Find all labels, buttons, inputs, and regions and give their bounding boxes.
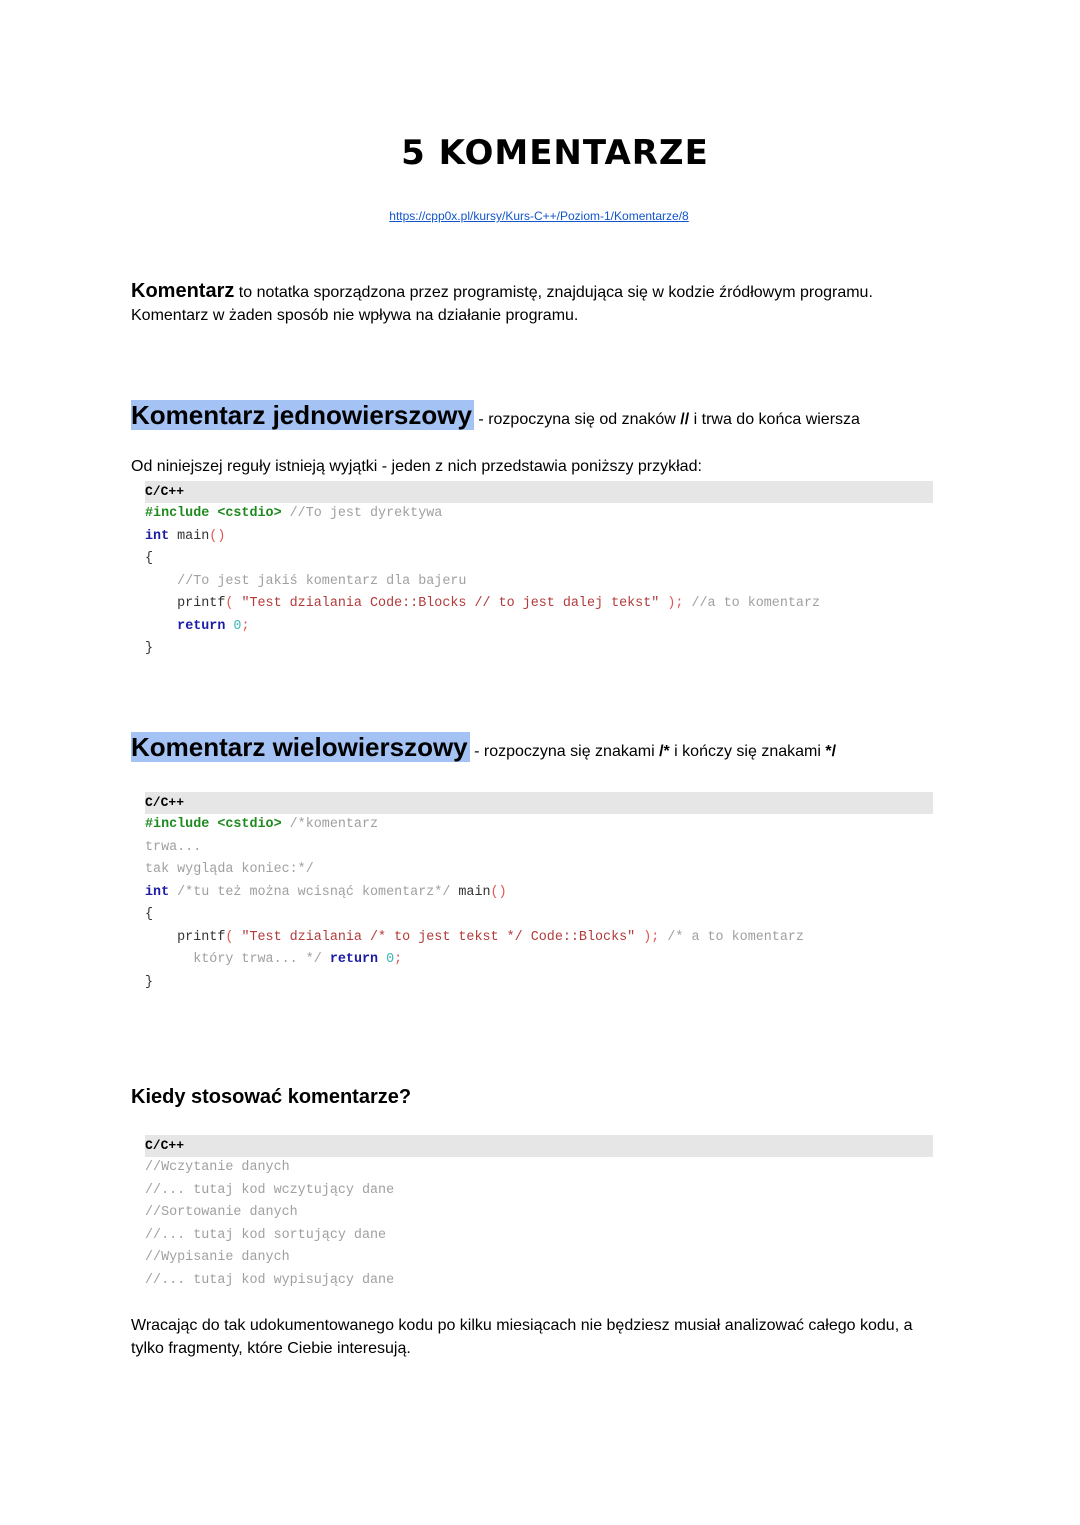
code-token-pn: ( bbox=[225, 929, 242, 945]
code-token-id bbox=[145, 574, 177, 589]
code-line bbox=[145, 1225, 933, 1248]
code-token-pp: #include <cstdio> bbox=[145, 817, 282, 832]
intro-text-2: Komentarz w żaden sposób nie wpływa na działanie programu. bbox=[131, 307, 579, 324]
code-line bbox=[145, 616, 933, 639]
code-token-cm: //... tutaj kod sortujący dane bbox=[145, 1227, 387, 1243]
code-token-pn: ; bbox=[241, 618, 250, 634]
code-token-id bbox=[145, 619, 177, 634]
code-token-pn: ; bbox=[394, 952, 403, 967]
section1-text: Od niniejszej reguły istnieją wyjątki - jeden z nich przedstawia poniższy przykład: bbox=[131, 458, 702, 475]
code-token-num: 0 bbox=[225, 618, 242, 634]
code-token-cm: który trwa... */ bbox=[145, 952, 322, 967]
intro-text: to notatka sporządzona przez programistę, znajdująca się w kodzie źródłowym programu. bbox=[234, 284, 873, 301]
code-token-cm: //a to komentarz bbox=[683, 596, 821, 611]
code-token-id: } bbox=[145, 641, 154, 656]
code-line bbox=[145, 972, 933, 995]
code-line bbox=[145, 904, 933, 927]
code-line bbox=[145, 548, 933, 571]
code-token-cm: //... tutaj kod wczytujący dane bbox=[145, 1182, 395, 1198]
code-token-cm: //Sortowanie danych bbox=[145, 1205, 298, 1220]
code-line bbox=[145, 837, 933, 860]
heading-highlight: Komentarz jednowierszowy bbox=[131, 400, 472, 430]
code-block bbox=[145, 792, 933, 994]
code-token-cm: //To jest dyrektywa bbox=[281, 506, 443, 521]
code-line bbox=[145, 526, 933, 549]
code-token-str: "Test dzialania Code::Blocks // to jest dalej tekst" bbox=[241, 596, 660, 611]
code-line bbox=[145, 882, 933, 905]
code-line bbox=[145, 503, 933, 526]
code-token-cm: /*komentarz bbox=[281, 817, 379, 832]
section3-text: Wracając do tak udokumentowanego kodu po kilku miesiącach nie będziesz musiał analizować całego kodu, a tylko fragmenty, które Ciebie interesują. bbox=[131, 1317, 913, 1357]
heading-highlight: Komentarz wielowierszowy bbox=[131, 732, 468, 762]
code-token-id: { bbox=[145, 551, 154, 566]
code-token-pp: #include <cstdio> bbox=[145, 506, 282, 521]
code-token-num: 0 bbox=[378, 952, 395, 967]
intro-term: Komentarz bbox=[131, 280, 235, 302]
source-link[interactable]: https://cpp0x.pl/kursy/Kurs-C++/Poziom-1/Komentarze/8 bbox=[389, 209, 689, 223]
code-token-pn: ); bbox=[635, 929, 660, 945]
code-line bbox=[145, 1247, 933, 1270]
code-token-id: main bbox=[169, 528, 210, 544]
code-line bbox=[145, 1202, 933, 1225]
code-line bbox=[145, 638, 933, 661]
code-token-cm: tak wygląda koniec:*/ bbox=[145, 862, 314, 877]
heading-desc: - rozpoczyna się znakami bbox=[469, 743, 660, 760]
section-heading-single-line bbox=[131, 400, 860, 431]
code-token-pn: () bbox=[209, 528, 226, 544]
page-title: 5 KOMENTARZE bbox=[401, 133, 709, 173]
heading-desc-symbol-2: */ bbox=[825, 743, 837, 760]
code-line bbox=[145, 927, 933, 950]
code-line bbox=[145, 859, 933, 882]
code-token-pn: ( bbox=[225, 596, 242, 611]
code-line bbox=[145, 814, 933, 837]
code-language-label: C/C++ bbox=[145, 1135, 933, 1157]
heading-desc: - rozpoczyna się od znaków bbox=[473, 411, 681, 428]
code-token-id: printf bbox=[145, 929, 226, 945]
code-token-kw: int bbox=[145, 528, 170, 544]
code-line bbox=[145, 1180, 933, 1203]
code-line bbox=[145, 593, 933, 616]
code-token-pn: ); bbox=[659, 596, 684, 611]
code-token-cm: //... tutaj kod wypisujący dane bbox=[145, 1272, 395, 1288]
code-token-kw: return bbox=[177, 618, 226, 634]
code-token-kw: int bbox=[145, 884, 170, 900]
code-block bbox=[145, 1135, 933, 1292]
intro-paragraph bbox=[131, 280, 951, 327]
code-token-kw: return bbox=[321, 952, 379, 967]
code-language-label: C/C++ bbox=[145, 481, 933, 503]
heading-desc-symbol: // bbox=[680, 411, 690, 428]
code-token-pn: () bbox=[490, 884, 507, 900]
heading-desc-mid: i kończy się znakami bbox=[669, 743, 826, 760]
code-token-cm: /* a to komentarz bbox=[659, 929, 804, 945]
code-token-str: "Test dzialania /* to jest tekst */ Code::Blocks" bbox=[241, 929, 636, 945]
code-language-label: C/C++ bbox=[145, 792, 933, 814]
section-heading-multi-line bbox=[131, 732, 836, 763]
code-line bbox=[145, 571, 933, 594]
code-token-cm: //Wypisanie danych bbox=[145, 1250, 290, 1265]
heading-desc-end: i trwa do końca wiersza bbox=[689, 411, 860, 428]
code-token-id: { bbox=[145, 907, 154, 922]
code-token-cm: trwa... bbox=[145, 839, 202, 855]
code-token-cm: /*tu też można wcisnąć komentarz*/ bbox=[169, 884, 451, 900]
heading-desc-symbol: /* bbox=[659, 743, 670, 760]
code-line bbox=[145, 1270, 933, 1293]
code-token-id: printf bbox=[145, 596, 226, 611]
code-block bbox=[145, 481, 933, 661]
code-line bbox=[145, 1157, 933, 1180]
code-token-cm: //Wczytanie danych bbox=[145, 1160, 290, 1175]
code-token-cm: //To jest jakiś komentarz dla bajeru bbox=[177, 573, 467, 589]
code-line bbox=[145, 949, 933, 972]
section-heading-when: Kiedy stosować komentarze? bbox=[131, 1086, 412, 1108]
code-token-id: } bbox=[145, 974, 154, 990]
code-token-id: main bbox=[450, 884, 491, 900]
